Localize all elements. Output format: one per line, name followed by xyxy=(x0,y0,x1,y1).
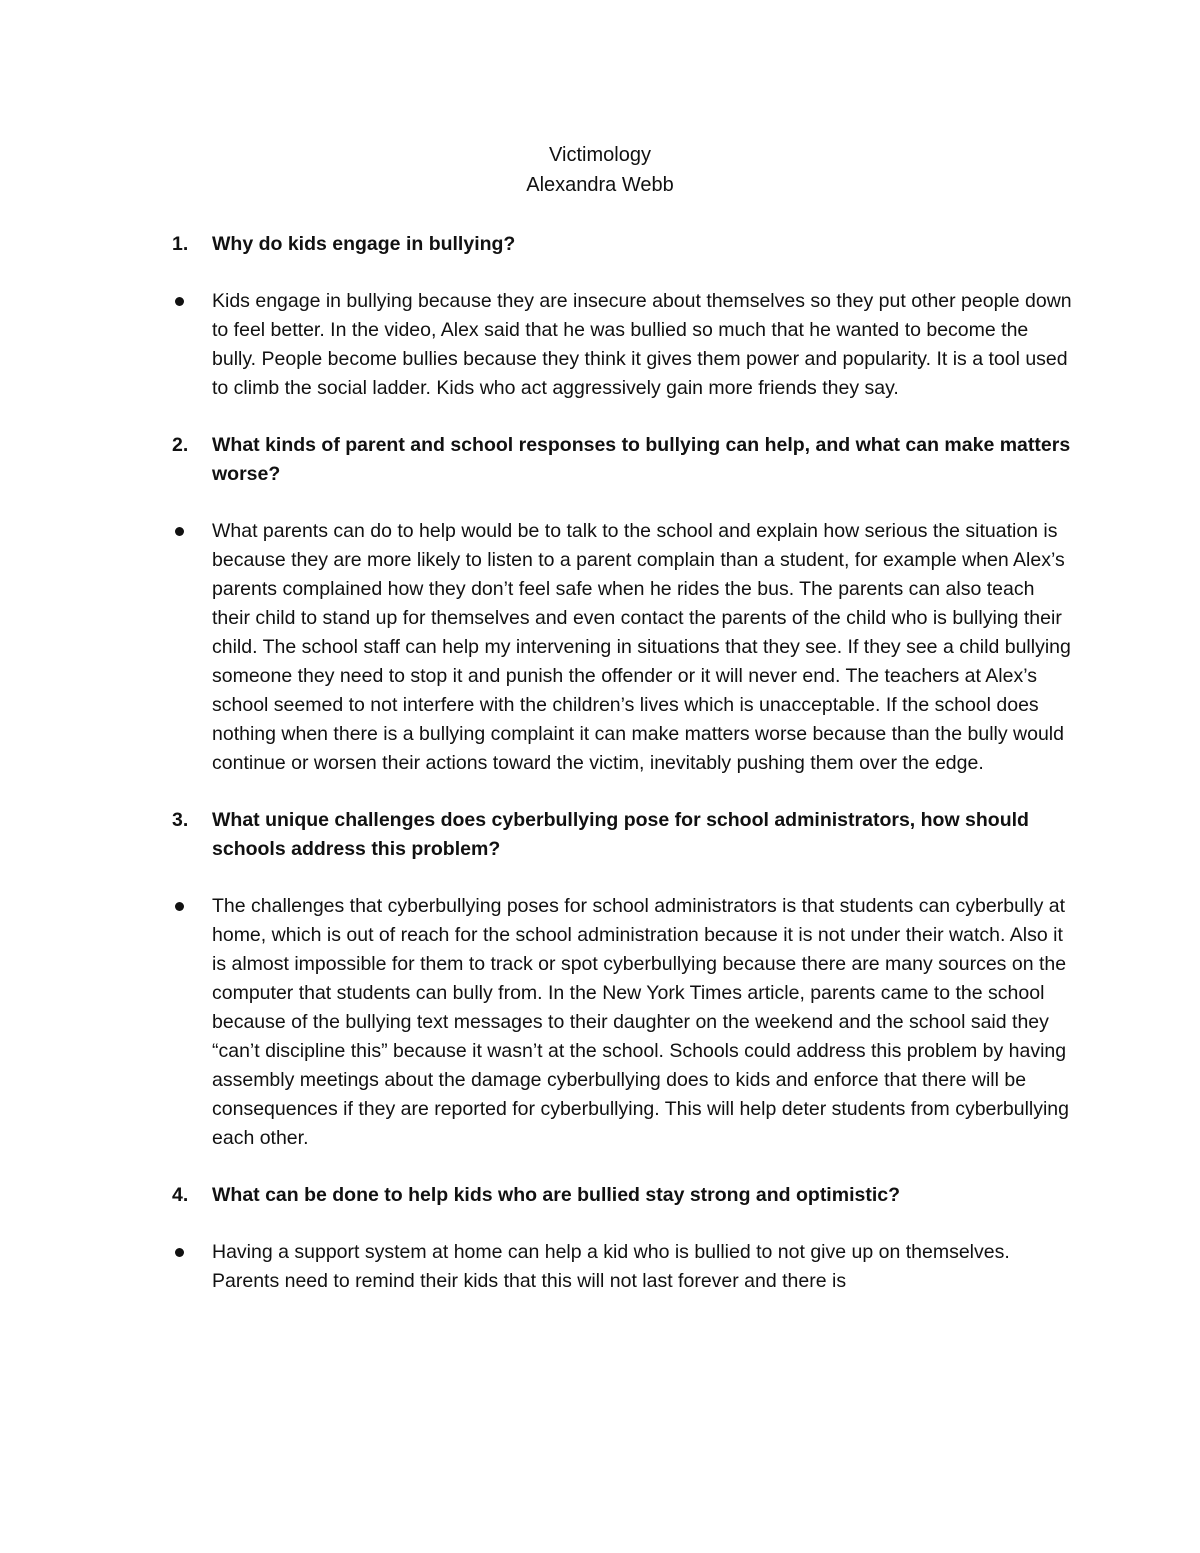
bullet-icon xyxy=(172,1238,212,1296)
document-body xyxy=(172,230,1072,1324)
document-author: Alexandra Webb xyxy=(526,174,674,196)
answer-1 xyxy=(172,287,1072,403)
answer-text: What parents can do to help would be to talk to the school and explain how serious the situation is because they are more likely to listen to a parent complain than a student, for example when Alex’s parents complained how they don’t feel safe when he rides the bus. The parents can also teach their child to stand up for themselves and even contact the parents of the child who is bullying their child. The school staff can help my intervening in situations that they see. If they see a child bullying someone they need to stop it and punish the offender or it will never end. The teachers at Alex’s school seemed to not interfere with the children’s lives which is unacceptable. If the school does nothing when there is a bullying complaint it can make matters worse because than the bully would continue or worsen their actions toward the victim, inevitably pushing them over the edge. xyxy=(212,520,1071,774)
answer-text: The challenges that cyberbullying poses for school administrators is that students can cyberbully at home, which is out of reach for the school administration because it is not under their watch. Also it is almost impossible for them to track or spot cyberbullying because there are many sources on the computer that students can bully from. In the New York Times article, parents came to the school because of the bullying text messages to their daughter on the weekend and the school said they “can’t discipline this” because it wasn’t at the school. Schools could address this problem by having assembly meetings about the damage cyberbullying does to kids and enforce that there will be consequences if they are reported for cyberbullying. This will help deter students from cyberbullying each other. xyxy=(212,895,1070,1149)
answer-4 xyxy=(172,1238,1072,1296)
question-1 xyxy=(172,230,1072,259)
document-title: Victimology xyxy=(549,144,651,166)
document-header xyxy=(0,140,1200,200)
question-text: Why do kids engage in bullying? xyxy=(212,233,516,255)
question-text: What kinds of parent and school responses to bullying can help, and what can make matters worse? xyxy=(212,434,1071,485)
question-4 xyxy=(172,1181,1072,1210)
question-text: What unique challenges does cyberbullying pose for school administrators, how should schools address this problem? xyxy=(212,809,1029,860)
bullet-icon xyxy=(172,517,212,778)
question-3 xyxy=(172,806,1072,864)
answer-3 xyxy=(172,892,1072,1153)
question-2 xyxy=(172,431,1072,489)
question-number: 4. xyxy=(172,1184,189,1206)
question-text: What can be done to help kids who are bullied stay strong and optimistic? xyxy=(212,1184,900,1206)
question-number: 3. xyxy=(172,809,189,831)
bullet-icon xyxy=(172,892,212,1153)
question-number: 1. xyxy=(172,233,189,255)
bullet-icon xyxy=(172,287,212,403)
answer-text: Having a support system at home can help a kid who is bullied to not give up on themselves. Parents need to remind their kids that this will not last forever and there is xyxy=(212,1241,1010,1292)
question-number: 2. xyxy=(172,434,189,456)
answer-2 xyxy=(172,517,1072,778)
answer-text: Kids engage in bullying because they are insecure about themselves so they put other people down to feel better. In the video, Alex said that he was bullied so much that he wanted to become the bully. People become bullies because they think it gives them power and popularity. It is a tool used to climb the social ladder. Kids who act aggressively gain more friends they say. xyxy=(212,290,1072,399)
